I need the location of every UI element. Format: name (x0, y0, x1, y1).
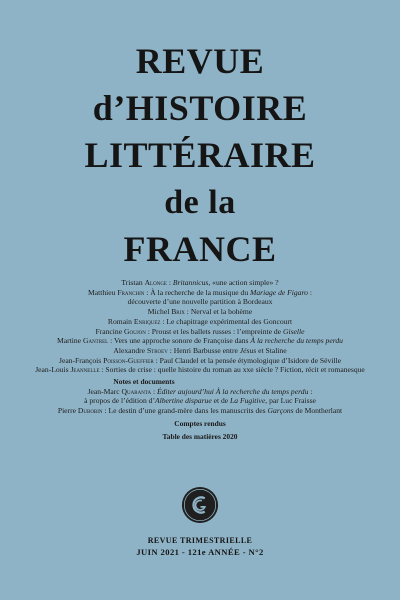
toc-title: Nerval et la bohème (190, 307, 253, 317)
toc-entry[interactable] (0, 317, 400, 327)
toc-author-first: Alexandre (113, 345, 146, 355)
toc-author-last: Jeannelle (70, 365, 100, 375)
toc-separator: : (99, 365, 106, 375)
title-line-revue: REVUE (135, 41, 265, 81)
toc-title: Henri Barbusse entre (173, 345, 240, 355)
toc-title-italic: À la recherche du temps perdu (215, 386, 309, 396)
toc-author-first: Matthieu (88, 287, 116, 297)
title-line-france: FRANCE (123, 229, 277, 269)
toc-author-first: Jean-François (59, 355, 102, 365)
toc-title-italic: À la recherche du temps perdu (250, 336, 343, 346)
title-line-histoire: d’HISTOIRE (92, 88, 308, 128)
toc-entry[interactable] (0, 278, 400, 288)
toc-title: de Montherlant (293, 406, 343, 416)
toc-author-first: Jean-Louis (35, 365, 69, 375)
toc-title-italic: Jésus (239, 345, 257, 355)
toc-author-first: Martine (57, 336, 82, 346)
toc-title: Proust et les ballets russes : l’empreinte de (151, 326, 283, 336)
toc-title: Paul Claudel et la pensée étymologique d’Isidore de Séville (159, 355, 341, 365)
toc-title: et Staline (256, 345, 287, 355)
toc-entry[interactable] (0, 365, 400, 375)
toc-title-italic: Albertine disparue (154, 396, 212, 406)
toc-entry[interactable] (0, 336, 400, 346)
toc-author-last: Brix (171, 307, 185, 317)
toc-author-first: Francine (95, 326, 123, 336)
toc-entry[interactable] (0, 356, 400, 366)
toc-title-continuation (0, 396, 400, 406)
toc-author-last: Franchin (117, 287, 145, 297)
toc-separator: : (108, 336, 114, 346)
issue-info: JUIN 2021 - 121e ANNÉE - N°2 (136, 547, 264, 557)
toc-author-last: Dubobin (77, 406, 103, 416)
toc-title: À la recherche de la musique du (150, 287, 251, 297)
toc-separator: : (151, 386, 157, 396)
toc-author-last: Goujon (123, 326, 146, 336)
toc-entry[interactable] (0, 327, 400, 337)
toc-author-first: Tristan (121, 278, 143, 287)
toc-title: Le destin d’une grand-mère dans les manuscrits des (108, 406, 268, 416)
toc-author-last: Alonge (144, 278, 167, 287)
toc-entry[interactable] (0, 288, 400, 307)
toc-title-italic: Britannicus (172, 278, 209, 287)
toc-title-italic: Mariage de Figaro (250, 287, 308, 297)
toc-title-continuation: découverte d’une nouvelle partition à Bordeaux (127, 297, 273, 307)
toc-title-italic: Éditer aujourd’hui (157, 386, 214, 396)
toc-title: Sorties de crise : quelle histoire du roman au xxe siècle ? Fiction, récit et romanesque (105, 365, 365, 375)
publisher-logo-icon (181, 486, 219, 524)
toc-author-last: Poisson-Gueffier (103, 355, 154, 365)
toc-author-first: Pierre (57, 406, 76, 416)
toc-title: , par Luc Fraisse (265, 396, 316, 406)
toc-separator: : (153, 355, 160, 365)
toc-title: et de (211, 396, 231, 406)
toc-separator: : (184, 307, 191, 317)
toc-separator: : (167, 345, 174, 355)
table-des-matieres-heading: Table des matières 2020 (162, 431, 238, 441)
toc-entry[interactable] (0, 346, 400, 356)
toc-author-last: Stroev (146, 345, 168, 355)
title-line-litteraire: LITTÉRAIRE (84, 135, 316, 175)
journal-title (0, 38, 400, 273)
toc-title: : (307, 287, 312, 297)
periodicity-label: REVUE TRIMESTRIELLE (147, 536, 253, 545)
toc-title: Vers une approche sonore de Françoise dans (113, 336, 251, 346)
notes-heading: Notes et documents (113, 377, 175, 387)
toc-author-first: Romain (107, 316, 132, 326)
toc-author-first: Michel (147, 307, 170, 317)
toc-title-italic: Giselle (282, 326, 305, 336)
toc-entry[interactable] (0, 387, 400, 406)
toc-separator: : (167, 278, 173, 287)
toc-separator: : (160, 316, 167, 326)
notes-list (0, 387, 400, 416)
toc-author-last: Gantrel (82, 336, 109, 346)
toc-entry[interactable] (0, 307, 400, 317)
toc-title-italic: La Fugitive (230, 396, 266, 406)
toc-separator: : (102, 406, 109, 416)
toc-separator: : (144, 287, 151, 297)
toc-author-last: Enriquez (133, 316, 161, 326)
toc-title: : (308, 386, 313, 396)
title-line-de-la: de la (164, 184, 236, 221)
toc-title: à propos de l’édition d’ (84, 396, 155, 406)
toc-entry[interactable] (0, 406, 400, 416)
toc-separator: : (145, 326, 152, 336)
toc-title: , «une action simple» ? (208, 278, 279, 287)
comptes-rendus-heading: Comptes rendus (174, 418, 226, 428)
toc-title: Le chapitrage expérimental des Goncourt (166, 316, 293, 326)
toc-author-last: Quaranta (121, 386, 152, 396)
table-of-contents (0, 278, 400, 441)
toc-author-first: Jean-Marc (87, 386, 120, 396)
toc-title-italic: Garçons (267, 406, 294, 416)
cover-footer (0, 535, 400, 558)
